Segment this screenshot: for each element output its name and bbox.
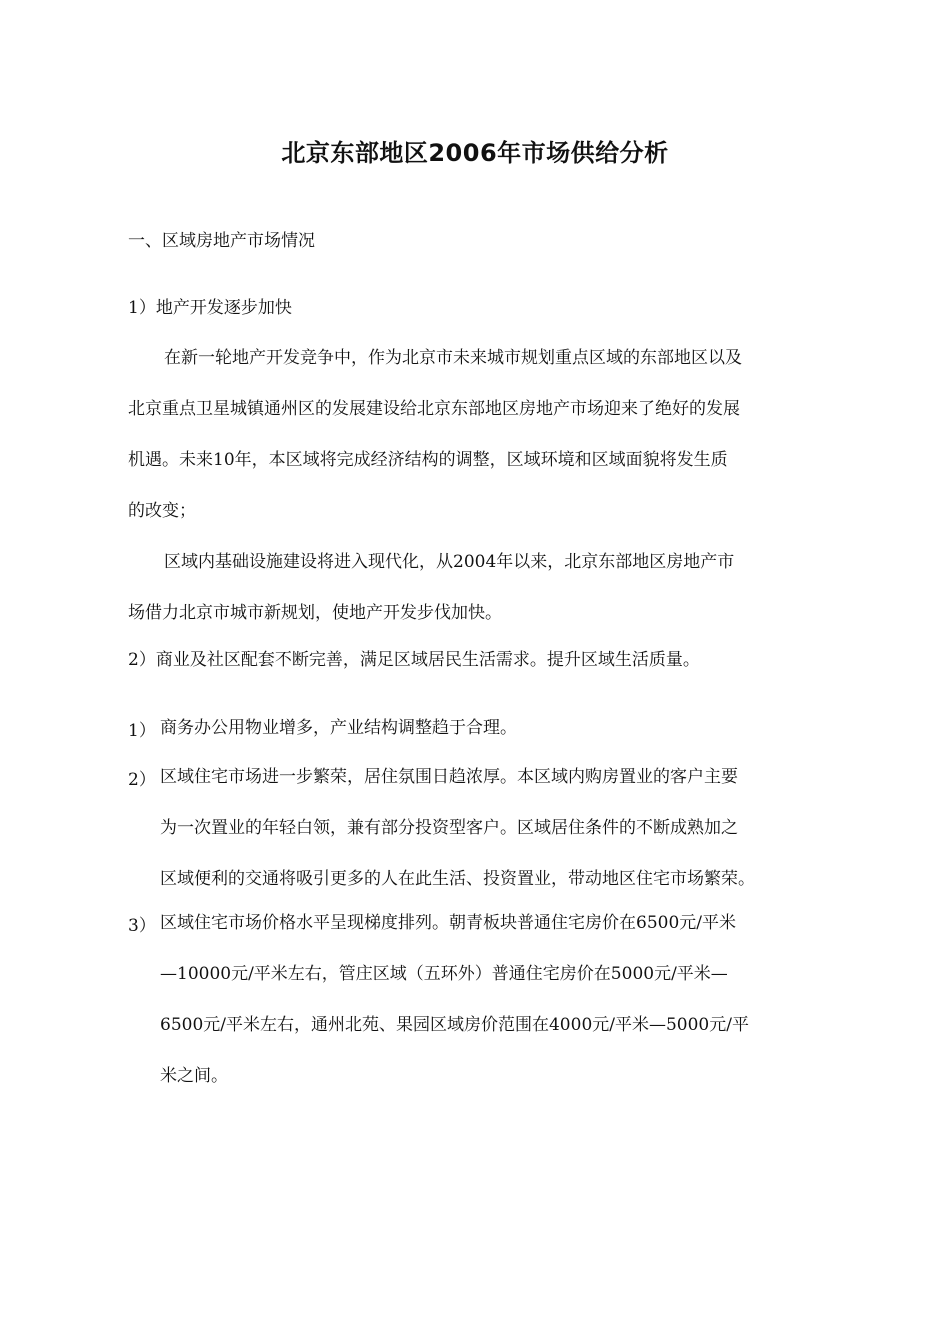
paragraph-infrastructure xyxy=(128,537,828,639)
list-item-line: 为一次置业的年轻白领，兼有部分投资型客户。区域居住条件的不断成熟加之 xyxy=(160,818,738,838)
list-item-number: 3） xyxy=(128,916,156,936)
section-heading: 一、区域房地产市场情况 xyxy=(128,231,315,251)
paragraph-line: 机遇。未来10年，本区域将完成经济结构的调整，区域环境和区域面貌将发生质 xyxy=(128,450,728,470)
list-item-body xyxy=(160,911,828,1115)
list-item-line: 米之间。 xyxy=(160,1066,228,1086)
list-item-number: 2） xyxy=(128,770,156,790)
paragraph-line: 在新一轮地产开发竞争中，作为北京市未来城市规划重点区域的东部地区以及 xyxy=(164,348,742,368)
paragraph-line: 北京重点卫星城镇通州区的发展建设给北京东部地区房地产市场迎来了绝好的发展 xyxy=(128,399,740,419)
subsection-heading-2: 2）商业及社区配套不断完善，满足区域居民生活需求。提升区域生活质量。 xyxy=(128,650,700,670)
list-item-body xyxy=(160,716,828,767)
list-item-number: 1） xyxy=(128,721,156,741)
paragraph-development xyxy=(128,333,828,537)
paragraph-line: 的改变； xyxy=(128,501,196,521)
paragraph-line: 区域内基础设施建设将进入现代化，从2004年以来，北京东部地区房地产市 xyxy=(164,552,735,572)
list-item-line: 区域便利的交通将吸引更多的人在此生活、投资置业，带动地区住宅市场繁荣。 xyxy=(160,869,755,889)
list-item-line: 区域住宅市场进一步繁荣，居住氛围日趋浓厚。本区域内购房置业的客户主要 xyxy=(160,767,738,787)
document-title: 北京东部地区2006年市场供给分析 xyxy=(281,139,669,167)
paragraph-line: 场借力北京市城市新规划，使地产开发步伐加快。 xyxy=(128,603,502,623)
list-item-body xyxy=(160,765,828,918)
list-item-line: 商务办公用物业增多，产业结构调整趋于合理。 xyxy=(160,718,517,738)
list-item-line: —10000元/平米左右，管庄区域（五环外）普通住宅房价在5000元/平米— xyxy=(160,964,728,984)
list-item-line: 6500元/平米左右，通州北苑、果园区域房价范围在4000元/平米—5000元/平 xyxy=(160,1015,749,1035)
subsection-heading-1: 1）地产开发逐步加快 xyxy=(128,298,292,318)
list-item-line: 区域住宅市场价格水平呈现梯度排列。朝青板块普通住宅房价在6500元/平米 xyxy=(160,913,736,933)
